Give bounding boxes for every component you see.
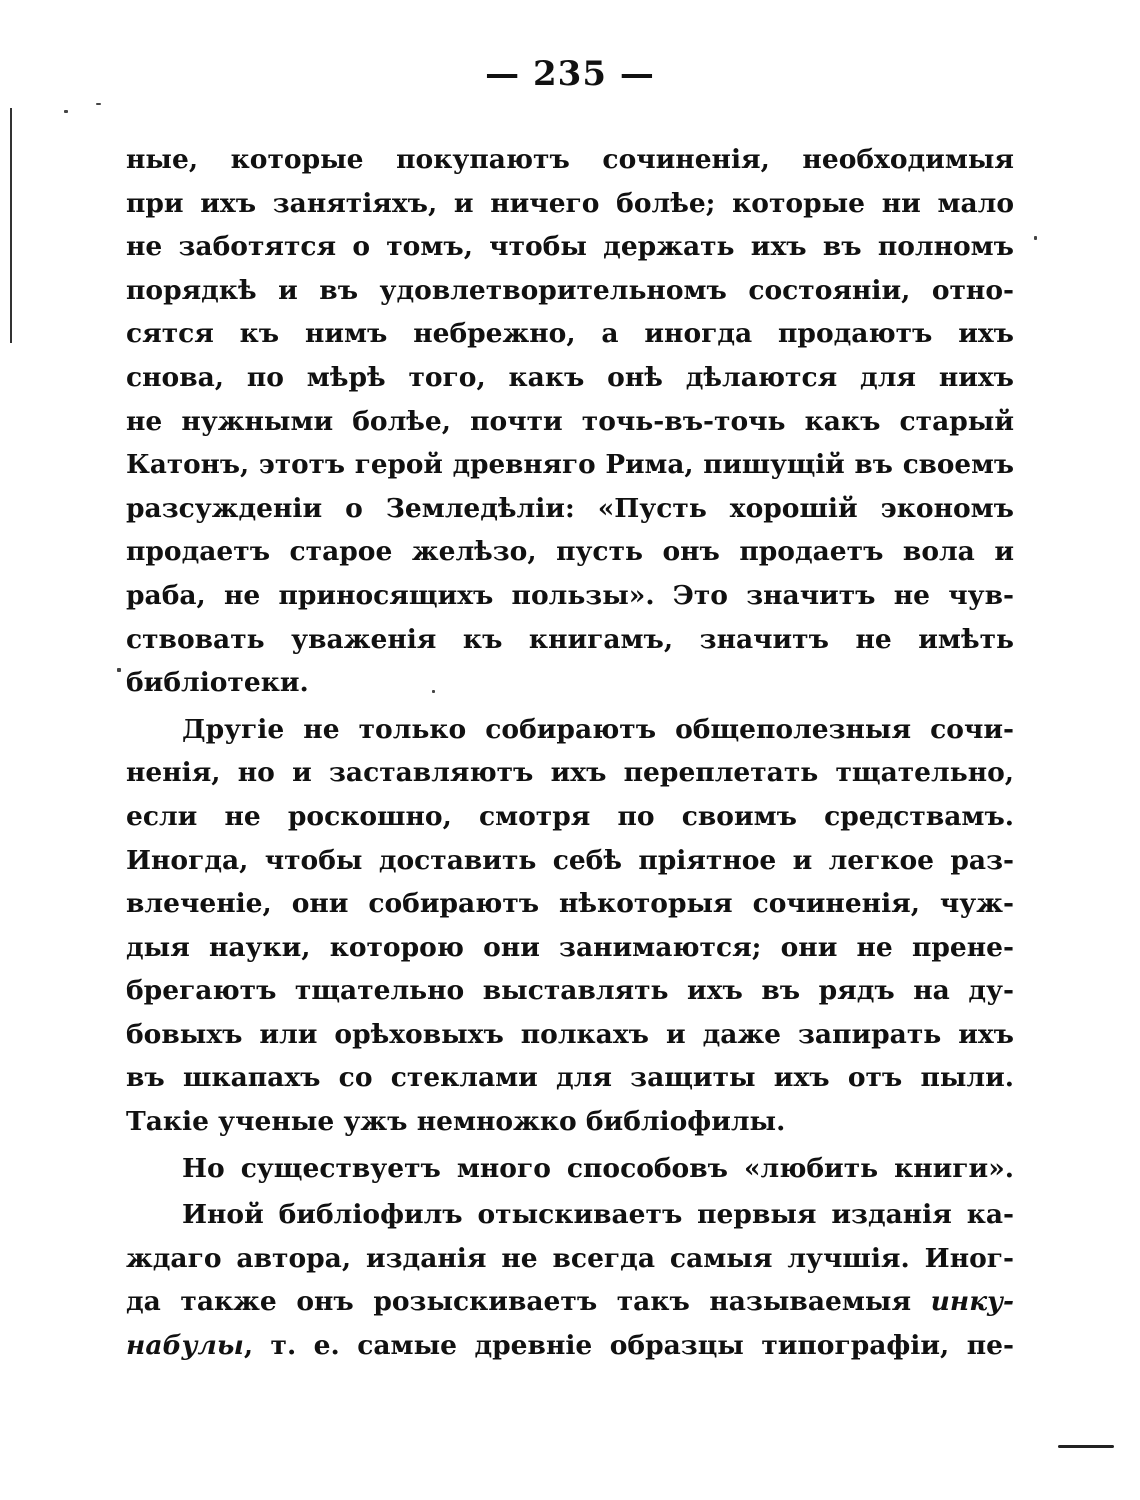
text-line: Иной библіофилъ отыскиваетъ первыя изданія ка-: [182, 1199, 1014, 1231]
body-text: [126, 138, 1014, 1368]
text-line: если не роскошно, смотря по своимъ средствамъ.: [126, 800, 1014, 832]
margin-rule-decoration: [10, 108, 12, 343]
text-line: въ шкапахъ со стеклами для защиты ихъ отъ пыли.: [126, 1062, 1014, 1094]
text-segment: , т. е. самые древніе образцы типографіи, пе-: [243, 1330, 1014, 1362]
text-line: Такіе ученые ужъ немножко библіофилы.: [126, 1106, 786, 1138]
italic-term: набулы: [126, 1330, 244, 1362]
text-line: дыя науки, которою они занимаются; они не пренe-: [126, 931, 1014, 963]
text-line: влеченіе, они собираютъ нѣкоторыя сочиненія, чуж-: [126, 888, 1014, 920]
text-line: [126, 1324, 1014, 1368]
text-line: раба, не приносящихъ пользы». Это значитъ не чув-: [126, 579, 1014, 611]
ink-speck: [64, 110, 68, 113]
footer-rule-decoration: [1058, 1445, 1114, 1448]
text-line: продаетъ старое желѣзо, пусть онъ продаетъ вола и: [126, 536, 1014, 568]
text-line: ствовать уваженія къ книгамъ, значитъ не имѣть: [126, 623, 1014, 655]
text-line: библіотеки.: [126, 667, 309, 699]
text-line: не заботятся о томъ, чтобы держать ихъ въ полномъ: [126, 231, 1014, 263]
text-line: Другіе не только собираютъ общеполезныя сочи-: [182, 713, 1014, 745]
text-line: брегаютъ тщательно выставлять ихъ въ рядъ на ду-: [126, 975, 1014, 1007]
italic-term: инку-: [930, 1286, 1014, 1318]
ink-speck: [1034, 236, 1037, 240]
text-line: разсужденіи о Земледѣліи: «Пусть хорошій экономъ: [126, 492, 1014, 524]
page-number: — 235 —: [485, 54, 655, 94]
text-line: порядкѣ и въ удовлетворительномъ состояніи, отно-: [126, 274, 1014, 306]
text-segment: да также онъ розыскиваетъ такъ называемыя: [126, 1286, 931, 1318]
text-line: ждаго автора, изданія не всегда самыя лучшія. Иног-: [126, 1242, 1014, 1274]
text-line: не нужными болѣе, почти точь-въ-точь какъ старый: [126, 405, 1014, 437]
text-line: Но существуетъ много способовъ «любить книги».: [182, 1152, 1014, 1184]
ink-speck: [96, 103, 101, 105]
text-line: Катонъ, этотъ герой древняго Рима, пишущій въ своемъ: [126, 449, 1014, 481]
text-line: бовыхъ или орѣховыхъ полкахъ и даже запирать ихъ: [126, 1018, 1014, 1050]
text-line: при ихъ занятіяхъ, и ничего болѣе; которые ни мало: [126, 187, 1014, 219]
text-line: Иногда, чтобы доставить себѣ пріятное и легкое раз-: [126, 844, 1014, 876]
text-line: ненія, но и заставляютъ ихъ переплетать тщательно,: [126, 757, 1014, 789]
text-line: ные, которые покупаютъ сочиненія, необходимыя: [126, 144, 1014, 175]
ink-speck: [117, 668, 121, 672]
text-line: сятся къ нимъ небрежно, а иногда продаютъ ихъ: [126, 318, 1014, 350]
text-line: [126, 1280, 1014, 1324]
text-line: снова, по мѣрѣ того, какъ онѣ дѣлаются для нихъ: [126, 361, 1014, 393]
